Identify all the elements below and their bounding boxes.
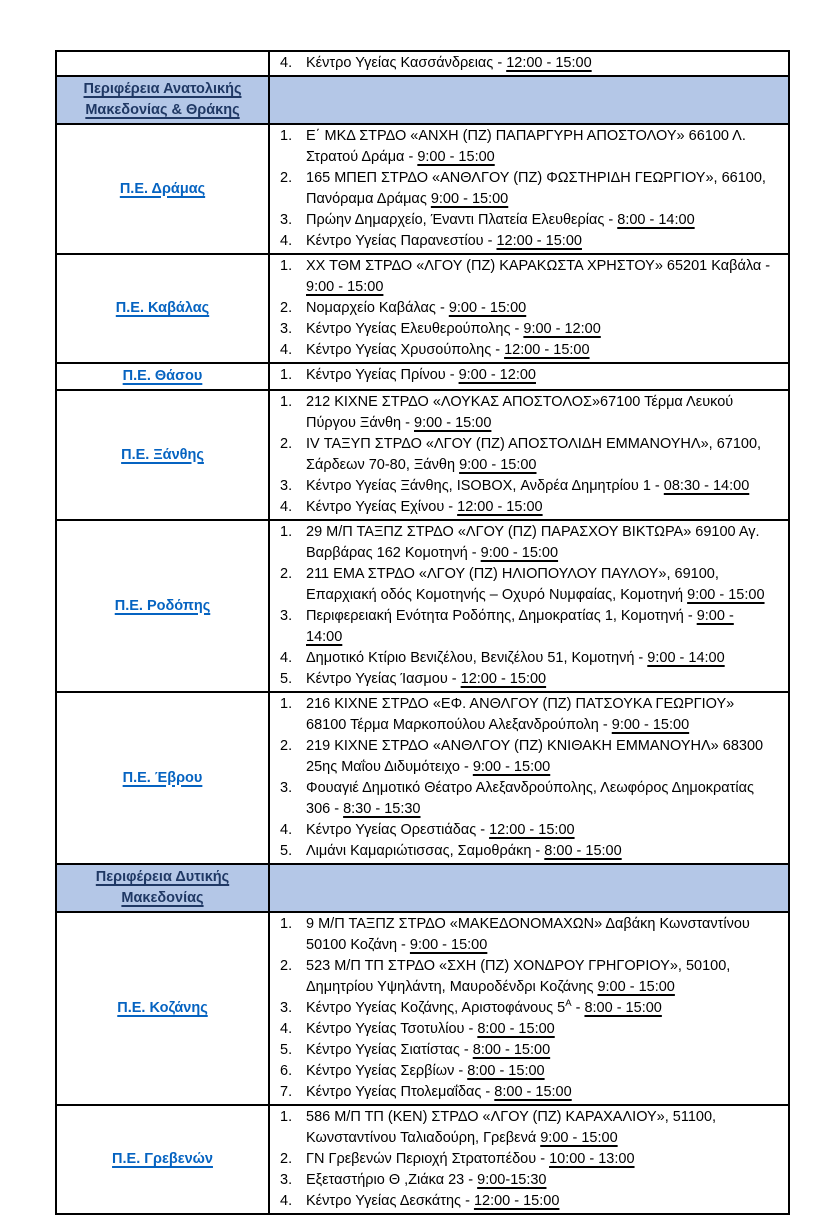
item-number: 1. <box>280 394 293 410</box>
list-item <box>280 231 772 252</box>
region-cell <box>56 51 269 76</box>
region-link[interactable]: Π.Ε. Κοζάνης <box>117 1000 208 1016</box>
item-number: 4. <box>280 1193 293 1209</box>
item-number: 3. <box>280 212 293 228</box>
item-number: 1. <box>280 524 293 540</box>
list-item <box>280 778 772 820</box>
list-item <box>280 497 772 518</box>
item-number: 1. <box>280 128 293 144</box>
site-text: IV ΤΑΞΥΠ ΣΤΡΔΟ «ΛΓΟΥ (ΠΖ) ΑΠΟΣΤΟΛΙΔΗ ΕΜΜΑΝΟΥΗΛ», 67100, Σάρδεων 70-80, Ξάνθη <box>306 436 762 473</box>
region-cell <box>56 124 269 254</box>
table-row-section <box>56 76 789 124</box>
item-number: 3. <box>280 321 293 337</box>
item-number: 1. <box>280 916 293 932</box>
region-cell <box>56 390 269 520</box>
time-range: 9:00 - 15:00 <box>540 1130 618 1146</box>
time-range: 9:00 - 12:00 <box>458 367 536 383</box>
table-row-section <box>56 864 789 912</box>
item-number: 4. <box>280 1021 293 1037</box>
list-item <box>280 1082 772 1103</box>
section-label: Περιφέρεια Ανατολικής Μακεδονίας & Θράκης <box>83 81 242 118</box>
site-text: Κέντρο Υγείας Κασσάνδρειας - <box>306 55 507 71</box>
section-header-cell <box>56 76 269 124</box>
time-range: 12:00 - 15:00 <box>473 1193 560 1209</box>
time-range: 9:00 - 15:00 <box>611 717 690 733</box>
item-text <box>306 669 772 690</box>
time-range: 8:00 - 14:00 <box>617 212 695 228</box>
site-text: ΓΝ Γρεβενών Περιοχή Στρατοπέδου - <box>306 1151 550 1167</box>
site-text: Κέντρο Υγείας Σερβίων - <box>306 1063 468 1079</box>
table-row-region <box>56 520 789 692</box>
site-text: 212 ΚΙΧΝΕ ΣΤΡΔΟ «ΛΟΥΚΑΣ ΑΠΟΣΤΟΛΟΣ»67100 Τέρμα Λευκού Πύργου Ξάνθη - <box>306 394 734 431</box>
list-item <box>280 841 772 862</box>
item-number: 5. <box>280 1042 293 1058</box>
region-cell <box>56 254 269 363</box>
list-item <box>280 392 772 434</box>
item-text <box>306 168 772 210</box>
item-number: 1. <box>280 367 293 383</box>
site-text: ΧΧ ΤΘΜ ΣΤΡΔΟ «ΛΓΟΥ (ΠΖ) ΚΑΡΑΚΩΣΤΑ ΧΡΗΣΤΟΥ» 65201 Καβάλα - <box>306 258 771 274</box>
item-text <box>306 256 772 298</box>
item-number: 1. <box>280 1109 293 1125</box>
item-text <box>306 606 772 648</box>
site-text: Κέντρο Υγείας Ελευθερούπολης - <box>306 321 524 337</box>
list-item <box>280 53 772 74</box>
list-item <box>280 1149 772 1170</box>
list-item <box>280 434 772 476</box>
time-range: 9:00 - 15:00 <box>448 300 527 316</box>
site-text: Κέντρο Υγείας Δεσκάτης - <box>306 1193 474 1209</box>
schedule-table-body <box>56 51 789 1214</box>
item-number: 1. <box>280 696 293 712</box>
items-cell <box>269 912 789 1105</box>
site-text: 219 ΚΙΧΝΕ ΣΤΡΔΟ «ΑΝΘΛΓΟΥ (ΠΖ) ΚΝΙΘΑΚΗ ΕΜΜΑΝΟΥΗΛ» 68300 25ης Μαΐου Διδυμότειχο - <box>306 738 764 775</box>
vaccination-sites-table <box>55 50 790 1215</box>
site-text: Νομαρχείο Καβάλας - <box>306 300 449 316</box>
time-range: 8:00 - 15:00 <box>467 1063 545 1079</box>
item-text <box>306 820 772 841</box>
site-text: Περιφερειακή Ενότητα Ροδόπης, Δημοκρατίας 1, Κομοτηνή - <box>306 608 697 624</box>
item-text <box>306 1107 772 1149</box>
table-row-region <box>56 692 789 864</box>
items-cell <box>269 1105 789 1214</box>
site-text: - <box>571 1000 585 1016</box>
time-range: 8:00 - 15:00 <box>477 1021 555 1037</box>
site-text: Κέντρο Υγείας Πτολεμαΐδας - <box>306 1084 495 1100</box>
item-number: 1. <box>280 258 293 274</box>
item-text <box>306 841 772 862</box>
items-cell <box>269 124 789 254</box>
item-text <box>306 914 772 956</box>
item-number: 6. <box>280 1063 293 1079</box>
site-text: Λιμάνι Καμαριώτισσας, Σαμοθράκη - <box>306 843 545 859</box>
region-link[interactable]: Π.Ε. Έβρου <box>122 769 203 786</box>
list-item <box>280 1019 772 1040</box>
region-link[interactable]: Π.Ε. Δράμας <box>119 180 206 197</box>
table-row-region <box>56 124 789 254</box>
list-item <box>280 669 772 690</box>
item-text <box>306 365 772 386</box>
table-row-region <box>56 363 789 390</box>
item-text <box>306 392 772 434</box>
list-item <box>280 956 772 998</box>
site-text: Κέντρο Υγείας Εχίνου - <box>306 499 458 515</box>
items-cell <box>269 390 789 520</box>
item-number: 4. <box>280 650 293 666</box>
time-range: 9:00 - 14:00 <box>306 608 734 645</box>
time-range: 08:30 - 14:00 <box>663 478 750 494</box>
time-range: 9:00 - 15:00 <box>459 457 537 473</box>
list-item <box>280 736 772 778</box>
list-item <box>280 648 772 669</box>
item-text <box>306 778 772 820</box>
site-text: 9 Μ/Π ΤΑΞΠΖ ΣΤΡΔΟ «ΜΑΚΕΔΟΝΟΜΑΧΩΝ» Δαβάκη Κωνσταντίνου 50100 Κοζάνη - <box>306 916 750 953</box>
time-range: 9:00 - 15:00 <box>597 979 675 995</box>
site-text: Κέντρο Υγείας Κοζάνης, Αριστοφάνους 5 <box>306 1000 566 1016</box>
item-number: 2. <box>280 566 293 582</box>
items-cell <box>269 254 789 363</box>
item-number: 2. <box>280 300 293 316</box>
items-cell <box>269 520 789 692</box>
time-range: 9:00 - 15:00 <box>472 759 551 775</box>
time-range: 12:00 - 15:00 <box>489 822 575 838</box>
item-number: 3. <box>280 780 293 796</box>
site-text: 586 Μ/Π ΤΠ (ΚΕΝ) ΣΤΡΔΟ «ΛΓΟΥ (ΠΖ) ΚΑΡΑΧΑΛΙΟΥ», 51100, Κωνσταντίνου Ταλιαδούρη, Γρεβενά <box>306 1109 717 1146</box>
time-range: 9:00-15:30 <box>477 1172 547 1188</box>
list-item <box>280 998 772 1019</box>
time-range: 8:00 - 15:00 <box>544 843 622 859</box>
site-text: 211 ΕΜΑ ΣΤΡΔΟ «ΛΓΟΥ (ΠΖ) ΗΛΙΟΠΟΥΛΟΥ ΠΑΥΛΟΥ», 69100, Επαρχιακή οδός Κομοτηνής – Οχυρό Νυμφαίας, Κομοτηνή <box>306 566 719 603</box>
item-number: 3. <box>280 1000 293 1016</box>
site-text: 216 ΚΙΧΝΕ ΣΤΡΔΟ «ΕΦ. ΑΝΘΛΓΟΥ (ΠΖ) ΠΑΤΣΟΥΚΑ ΓΕΩΡΓΙΟΥ» 68100 Τέρμα Μαρκοπούλου Αλεξανδρούπολη - <box>306 696 735 733</box>
time-range: 9:00 - 15:00 <box>687 587 765 603</box>
region-link[interactable]: Π.Ε. Ροδόπης <box>114 597 211 614</box>
time-range: 9:00 - 15:00 <box>480 545 559 561</box>
item-text <box>306 497 772 518</box>
site-text: Εξεταστήριο Θ ,Ζιάκα 23 - <box>306 1172 478 1188</box>
item-text <box>306 1082 772 1103</box>
item-number: 3. <box>280 1172 293 1188</box>
item-text <box>306 319 772 340</box>
site-text: 29 Μ/Π ΤΑΞΠΖ ΣΤΡΔΟ «ΛΓΟΥ (ΠΖ) ΠΑΡΑΣΧΟΥ ΒΙΚΤΩΡΑ» 69100 Αγ. Βαρβάρας 162 Κομοτηνή - <box>306 524 760 561</box>
site-text: 165 ΜΠΕΠ ΣΤΡΔΟ «ΑΝΘΛΓΟΥ (ΠΖ) ΦΩΣΤΗΡΙΔΗ ΓΕΩΡΓΙΟΥ», 66100, Πανόραμα Δράμας <box>306 170 766 207</box>
list-item <box>280 1191 772 1212</box>
table-row-region <box>56 912 789 1105</box>
item-text <box>306 564 772 606</box>
item-number: 4. <box>280 499 293 515</box>
item-number: 3. <box>280 478 293 494</box>
site-text: Κέντρο Υγείας Ξάνθης, ISOBOX, Ανδρέα Δημητρίου 1 - <box>306 478 664 494</box>
region-cell <box>56 912 269 1105</box>
item-text <box>306 210 772 231</box>
site-text: Κέντρο Υγείας Παρανεστίου - <box>306 233 497 249</box>
time-range: 8:00 - 15:00 <box>472 1042 551 1058</box>
site-text: Κέντρο Υγείας Τσοτυλίου - <box>306 1021 478 1037</box>
time-range: 9:00 - 15:00 <box>414 415 492 431</box>
list-item <box>280 1107 772 1149</box>
item-number: 3. <box>280 608 293 624</box>
item-number: 2. <box>280 1151 293 1167</box>
item-text <box>306 434 772 476</box>
list-item <box>280 564 772 606</box>
item-text <box>306 1061 772 1082</box>
time-range: 9:00 - 12:00 <box>523 321 601 337</box>
table-row-region <box>56 254 789 363</box>
list-item <box>280 522 772 564</box>
item-text <box>306 522 772 564</box>
item-text <box>306 648 772 669</box>
list-item <box>280 914 772 956</box>
item-text <box>306 1149 772 1170</box>
item-text <box>306 298 772 319</box>
item-text <box>306 998 772 1019</box>
list-item <box>280 365 772 386</box>
site-text: Πρώην Δημαρχείο, Έναντι Πλατεία Ελευθερίας - <box>306 212 618 228</box>
item-number: 2. <box>280 958 293 974</box>
item-number: 2. <box>280 436 293 452</box>
item-text <box>306 476 772 497</box>
site-text: Δημοτικό Κτίριο Βενιζέλου, Βενιζέλου 51, Κομοτηνή - <box>306 650 648 666</box>
time-range: 8:30 - 15:30 <box>343 801 421 817</box>
region-link[interactable]: Π.Ε. Καβάλας <box>115 300 210 316</box>
site-text: Κέντρο Υγείας Πρίνου - <box>306 367 459 383</box>
time-range: 9:00 - 15:00 <box>306 279 384 295</box>
region-cell <box>56 520 269 692</box>
time-range: 9:00 - 15:00 <box>409 937 488 953</box>
site-text: Κέντρο Υγείας Σιατίστας - <box>306 1042 473 1058</box>
site-text: Κέντρο Υγείας Ορεστιάδας - <box>306 822 490 838</box>
site-text: Κέντρο Υγείας Χρυσούπολης - <box>306 342 505 358</box>
list-item <box>280 126 772 168</box>
list-item <box>280 606 772 648</box>
item-number: 5. <box>280 671 293 687</box>
list-item <box>280 210 772 231</box>
list-item <box>280 168 772 210</box>
item-text <box>306 53 772 74</box>
section-header-empty-cell <box>269 76 789 124</box>
item-text <box>306 1040 772 1061</box>
time-range: 8:00 - 15:00 <box>494 1084 572 1100</box>
table-row-continuation <box>56 51 789 76</box>
time-range: 9:00 - 15:00 <box>430 191 509 207</box>
item-number: 5. <box>280 843 293 859</box>
list-item <box>280 694 772 736</box>
items-cell <box>269 51 789 76</box>
region-cell <box>56 363 269 390</box>
section-label: Περιφέρεια Δυτικής Μακεδονίας <box>95 869 230 906</box>
time-range: 12:00 - 15:00 <box>506 55 592 71</box>
item-text <box>306 694 772 736</box>
list-item <box>280 476 772 497</box>
list-item <box>280 820 772 841</box>
table-row-region <box>56 390 789 520</box>
item-text <box>306 126 772 168</box>
site-text: Κέντρο Υγείας Ίασμου - <box>306 671 461 687</box>
time-range: 12:00 - 15:00 <box>504 342 590 358</box>
item-text <box>306 1019 772 1040</box>
site-text: 523 Μ/Π ΤΠ ΣΤΡΔΟ «ΣΧΗ (ΠΖ) ΧΟΝΔΡΟΥ ΓΡΗΓΟΡΙΟΥ», 50100, Δημητρίου Υψηλάντη, Μαυροδένδρι Κοζάνης <box>306 958 731 995</box>
item-text <box>306 736 772 778</box>
list-item <box>280 340 772 361</box>
time-range: 10:00 - 13:00 <box>549 1151 635 1167</box>
list-item <box>280 319 772 340</box>
table-row-region <box>56 1105 789 1214</box>
item-number: 2. <box>280 170 293 186</box>
region-link[interactable]: Π.Ε. Ξάνθης <box>121 446 204 463</box>
site-text: Φουαγιέ Δημοτικό Θέατρο Αλεξανδρούπολης, Λεωφόρος Δημοκρατίας 306 - <box>306 780 754 817</box>
item-text <box>306 956 772 998</box>
items-cell <box>269 692 789 864</box>
time-range: 9:00 - 15:00 <box>417 149 495 165</box>
list-item <box>280 298 772 319</box>
time-range: 8:00 - 15:00 <box>584 1000 662 1016</box>
time-range: 9:00 - 14:00 <box>647 650 725 666</box>
item-number: 2. <box>280 738 293 754</box>
item-text <box>306 340 772 361</box>
section-header-cell <box>56 864 269 912</box>
section-header-empty-cell <box>269 864 789 912</box>
list-item <box>280 256 772 298</box>
region-cell <box>56 1105 269 1214</box>
items-cell <box>269 363 789 390</box>
item-number: 4. <box>280 233 293 249</box>
item-number: 4. <box>280 342 293 358</box>
region-link[interactable]: Π.Ε. Γρεβενών <box>112 1151 213 1167</box>
time-range: 12:00 - 15:00 <box>460 671 547 687</box>
item-text <box>306 1191 772 1212</box>
superscript-text: Α <box>565 998 572 1010</box>
list-item <box>280 1040 772 1061</box>
list-item <box>280 1061 772 1082</box>
region-cell <box>56 692 269 864</box>
item-text <box>306 231 772 252</box>
item-number: 4. <box>280 55 293 71</box>
site-text: Ε΄ ΜΚΔ ΣΤΡΔΟ «ΑΝΧΗ (ΠΖ) ΠΑΠΑΡΓΥΡΗ ΑΠΟΣΤΟΛΟΥ» 66100 Λ. Στρατού Δράμα - <box>306 128 746 165</box>
item-number: 7. <box>280 1084 293 1100</box>
region-link[interactable]: Π.Ε. Θάσου <box>122 368 203 384</box>
item-number: 4. <box>280 822 293 838</box>
time-range: 12:00 - 15:00 <box>496 233 582 249</box>
time-range: 12:00 - 15:00 <box>457 499 543 515</box>
